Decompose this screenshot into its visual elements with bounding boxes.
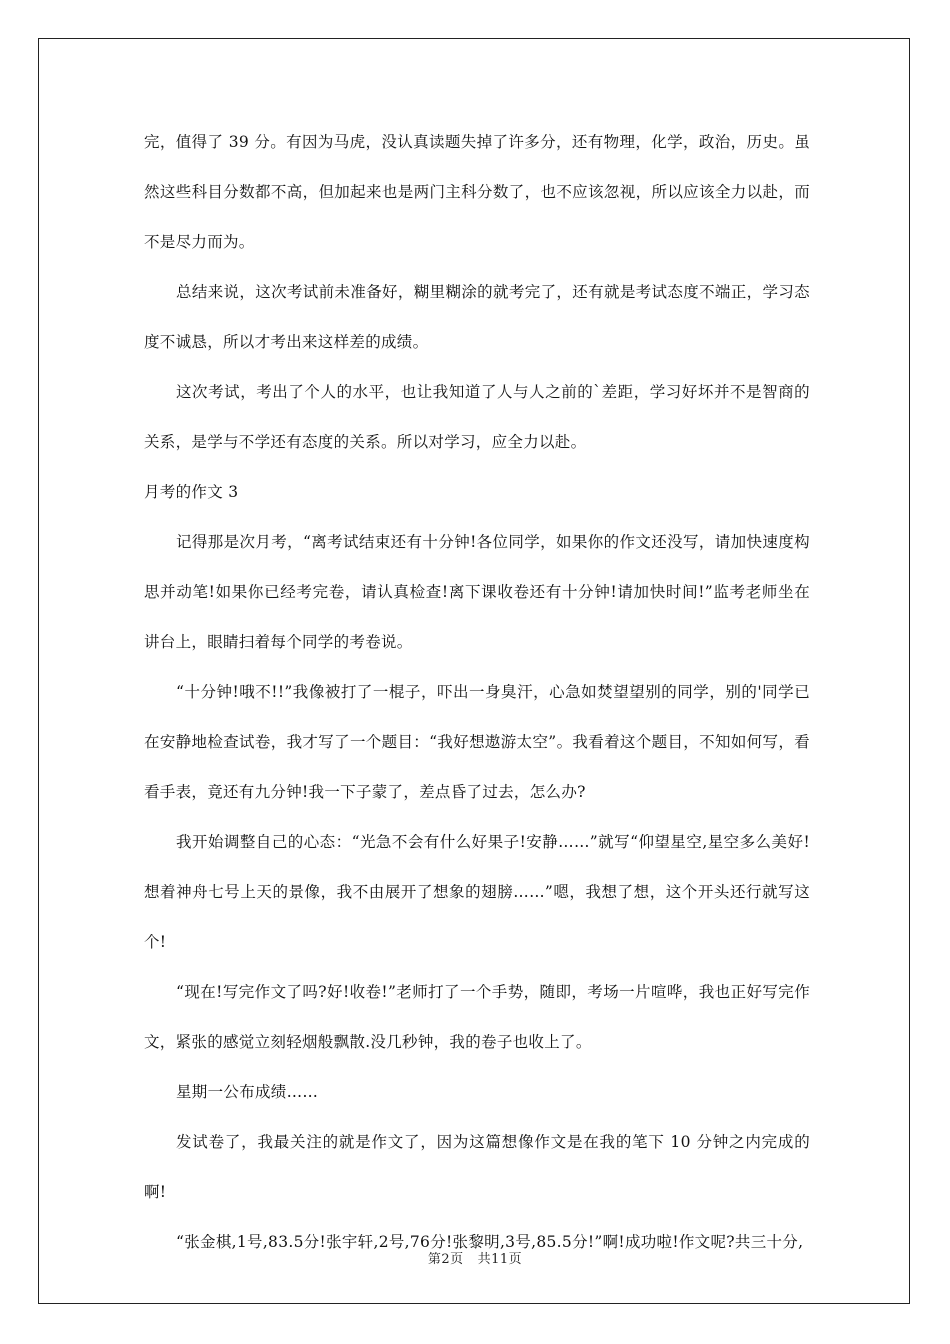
paragraph: “张金棋,1号,83.5分!张宇轩,2号,76分!张黎明,3号,85.5分!”啊!成功啦!作文呢?共三十分,	[176, 1233, 804, 1251]
paragraph: “现在!写完作文了吗?好!收卷!”老师打了一个手势，随即，考场一片喧哗，我也正好写完作文，紧张的感觉立刻轻烟般飘散.没几秒钟，我的卷子也收上了。	[144, 983, 810, 1051]
paragraph: “十分钟!哦不!!”我像被打了一棍子，吓出一身臭汗，心急如焚望望别的同学，别的'同学已在安静地检查试卷，我才写了一个题目：“我好想遨游太空”。我看着这个题目，不知如何写，看看手表，竟还有九分钟!我一下子蒙了，差点昏了过去，怎么办?	[144, 683, 810, 801]
page-footer	[0, 1248, 950, 1267]
total-pages: 共11页	[477, 1252, 523, 1267]
paragraph: 我开始调整自己的心态：“光急不会有什么好果子!安静……”就写“仰望星空,星空多么美好!想着神舟七号上天的景像，我不由展开了想象的翅膀……”嗯，我想了想，这个开头还行就写这个!	[144, 833, 810, 951]
paragraph: 发试卷了，我最关注的就是作文了，因为这篇想像作文是在我的笔下 10 分钟之内完成的啊!	[144, 1133, 810, 1201]
section-heading: 月考的作文 3	[144, 483, 239, 501]
document-body	[144, 117, 810, 1267]
paragraph: 完，值得了 39 分。有因为马虎，没认真读题失掉了许多分，还有物理，化学，政治，历史。虽然这些科目分数都不高，但加起来也是两门主科分数了，也不应该忽视，所以应该全力以赴，而不是尽力而为。	[144, 133, 810, 251]
paragraph: 总结来说，这次考试前未准备好，糊里糊涂的就考完了，还有就是考试态度不端正，学习态度不诚恳，所以才考出来这样差的成绩。	[144, 283, 810, 351]
paragraph: 记得那是次月考，“离考试结束还有十分钟!各位同学，如果你的作文还没写，请加快速度构思并动笔!如果你已经考完卷，请认真检查!离下课收卷还有十分钟!请加快时间!”监考老师坐在讲台上，眼睛扫着每个同学的考卷说。	[144, 533, 810, 651]
paragraph: 星期一公布成绩……	[176, 1083, 319, 1101]
paragraph: 这次考试，考出了个人的水平，也让我知道了人与人之前的`差距，学习好坏并不是智商的关系，是学与不学还有态度的关系。所以对学习，应全力以赴。	[144, 383, 810, 451]
page-number: 第2页	[427, 1252, 464, 1267]
